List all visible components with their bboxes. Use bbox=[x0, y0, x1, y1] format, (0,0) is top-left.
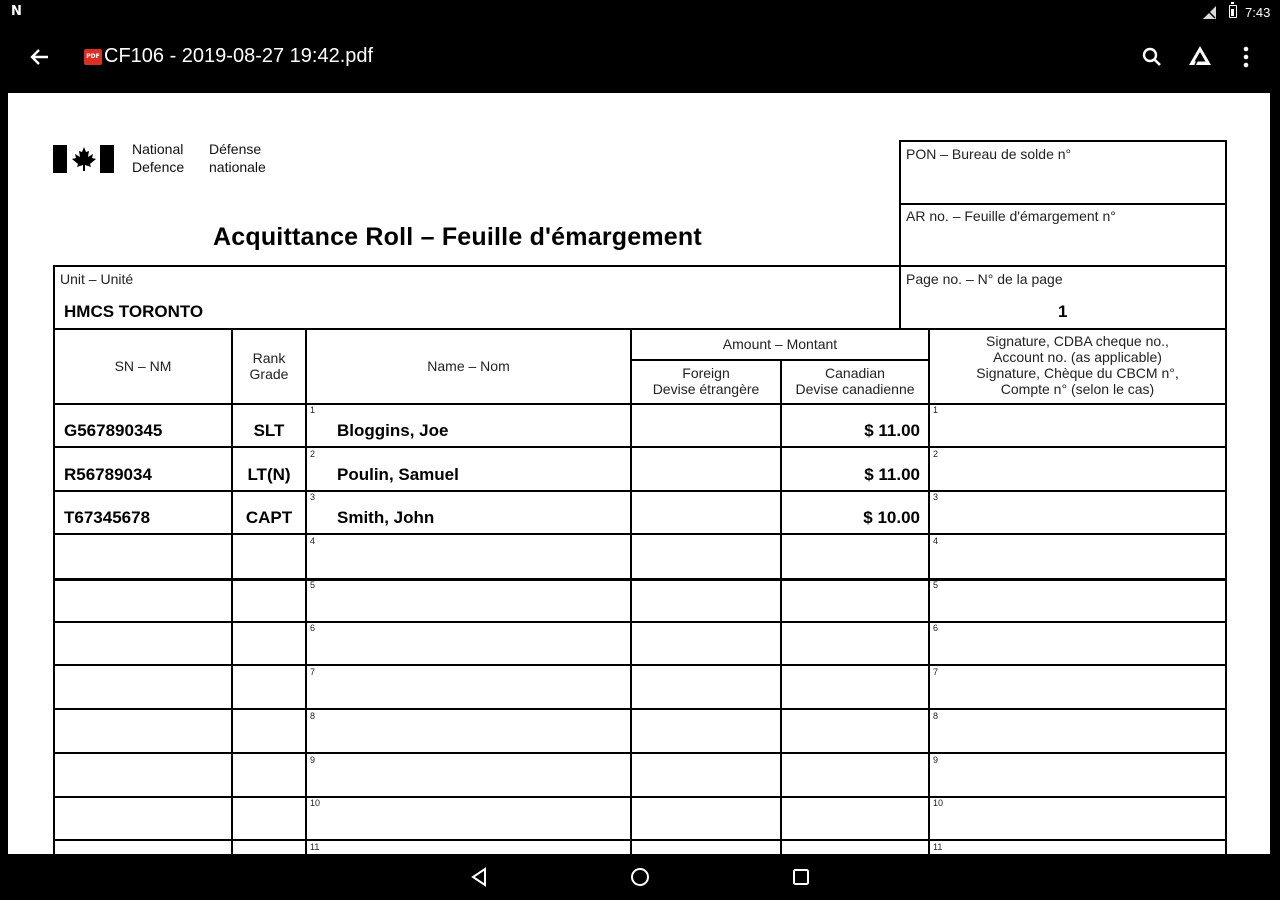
canadian-amount: $ 11.00 bbox=[864, 465, 920, 484]
signature-row-number: 8 bbox=[933, 711, 939, 721]
document-viewer[interactable] bbox=[0, 88, 1280, 854]
row-number: 7 bbox=[310, 667, 316, 677]
row-number: 6 bbox=[310, 623, 316, 633]
rank: SLT bbox=[253, 421, 285, 440]
service-number: T67345678 bbox=[64, 508, 151, 527]
signature-row-number: 3 bbox=[933, 492, 939, 502]
canadian-amount: $ 10.00 bbox=[863, 508, 920, 527]
home-nav-icon[interactable] bbox=[629, 866, 651, 888]
logo-text-en: National Defence bbox=[132, 141, 185, 175]
page-number-label: Page no. – N° de la page bbox=[906, 271, 1063, 287]
navigation-bar bbox=[0, 854, 1280, 900]
header-rank: Rank Grade bbox=[249, 350, 289, 382]
pdf-file-icon: PDF bbox=[84, 49, 102, 65]
header-amount: Amount – Montant bbox=[722, 336, 838, 352]
status-bar bbox=[0, 0, 1280, 26]
row-number: 8 bbox=[310, 711, 316, 721]
battery-icon bbox=[1229, 5, 1237, 18]
search-icon[interactable] bbox=[1138, 43, 1166, 71]
header-signature: Signature, CDBA cheque no., Account no. (as applicable) Signature, Chèque du CBCM n°, Compte n° (selon le cas) bbox=[976, 333, 1179, 397]
row-number: 1 bbox=[310, 405, 316, 415]
recents-nav-icon[interactable] bbox=[790, 866, 812, 888]
member-name: Poulin, Samuel bbox=[337, 465, 459, 484]
row-number: 11 bbox=[310, 842, 320, 852]
signature-row-number: 6 bbox=[933, 623, 939, 633]
pon-label: PON – Bureau de solde n° bbox=[906, 146, 1072, 162]
ar-label: AR no. – Feuille d'émargement n° bbox=[906, 208, 1116, 224]
canadian-amount: $ 11.00 bbox=[864, 421, 920, 440]
header-sn: SN – NM bbox=[114, 358, 172, 374]
form-title: Acquittance Roll – Feuille d'émargement bbox=[213, 223, 702, 251]
header-name: Name – Nom bbox=[427, 358, 510, 374]
rank: CAPT bbox=[245, 508, 293, 527]
member-name: Bloggins, Joe bbox=[337, 421, 449, 440]
service-number: G567890345 bbox=[64, 421, 163, 440]
unit-label: Unit – Unité bbox=[60, 271, 134, 287]
row-number: 5 bbox=[310, 580, 316, 590]
unit-value: HMCS TORONTO bbox=[64, 302, 204, 321]
status-time: 7:43 bbox=[1245, 5, 1271, 20]
member-name: Smith, John bbox=[337, 508, 435, 527]
header-foreign: Foreign Devise étrangère bbox=[652, 365, 760, 397]
row-number: 3 bbox=[310, 492, 316, 502]
no-signal-icon bbox=[1203, 6, 1217, 19]
logo-text-fr: Défense nationale bbox=[209, 141, 266, 175]
maple-leaf-icon bbox=[70, 146, 98, 172]
signature-row-number: 9 bbox=[933, 755, 939, 765]
signature-row-number: 1 bbox=[933, 405, 939, 415]
pdf-page bbox=[8, 93, 1270, 854]
app-bar bbox=[0, 26, 1280, 88]
rank: LT(N) bbox=[247, 465, 291, 484]
row-number: 10 bbox=[310, 798, 321, 808]
signature-row-number: 4 bbox=[933, 536, 939, 546]
drive-icon[interactable] bbox=[1186, 43, 1214, 71]
row-number: 4 bbox=[310, 536, 316, 546]
back-arrow-icon[interactable] bbox=[26, 43, 54, 71]
back-nav-icon[interactable] bbox=[469, 866, 491, 888]
more-vert-icon[interactable] bbox=[1232, 43, 1260, 71]
signature-row-number: 7 bbox=[933, 667, 939, 677]
service-number: R56789034 bbox=[64, 465, 152, 484]
signature-row-number: 5 bbox=[933, 580, 939, 590]
header-canadian: Canadian Devise canadienne bbox=[795, 365, 915, 397]
row-number: 9 bbox=[310, 755, 316, 765]
row-number: 2 bbox=[310, 449, 316, 459]
page-number-value: 1 bbox=[1058, 302, 1068, 321]
notification-icon: N bbox=[11, 4, 22, 19]
signature-row-number: 11 bbox=[933, 842, 943, 852]
signature-row-number: 10 bbox=[933, 798, 944, 808]
document-title: CF106 - 2019-08-27 19:42.pdf bbox=[104, 45, 374, 67]
signature-row-number: 2 bbox=[933, 449, 939, 459]
